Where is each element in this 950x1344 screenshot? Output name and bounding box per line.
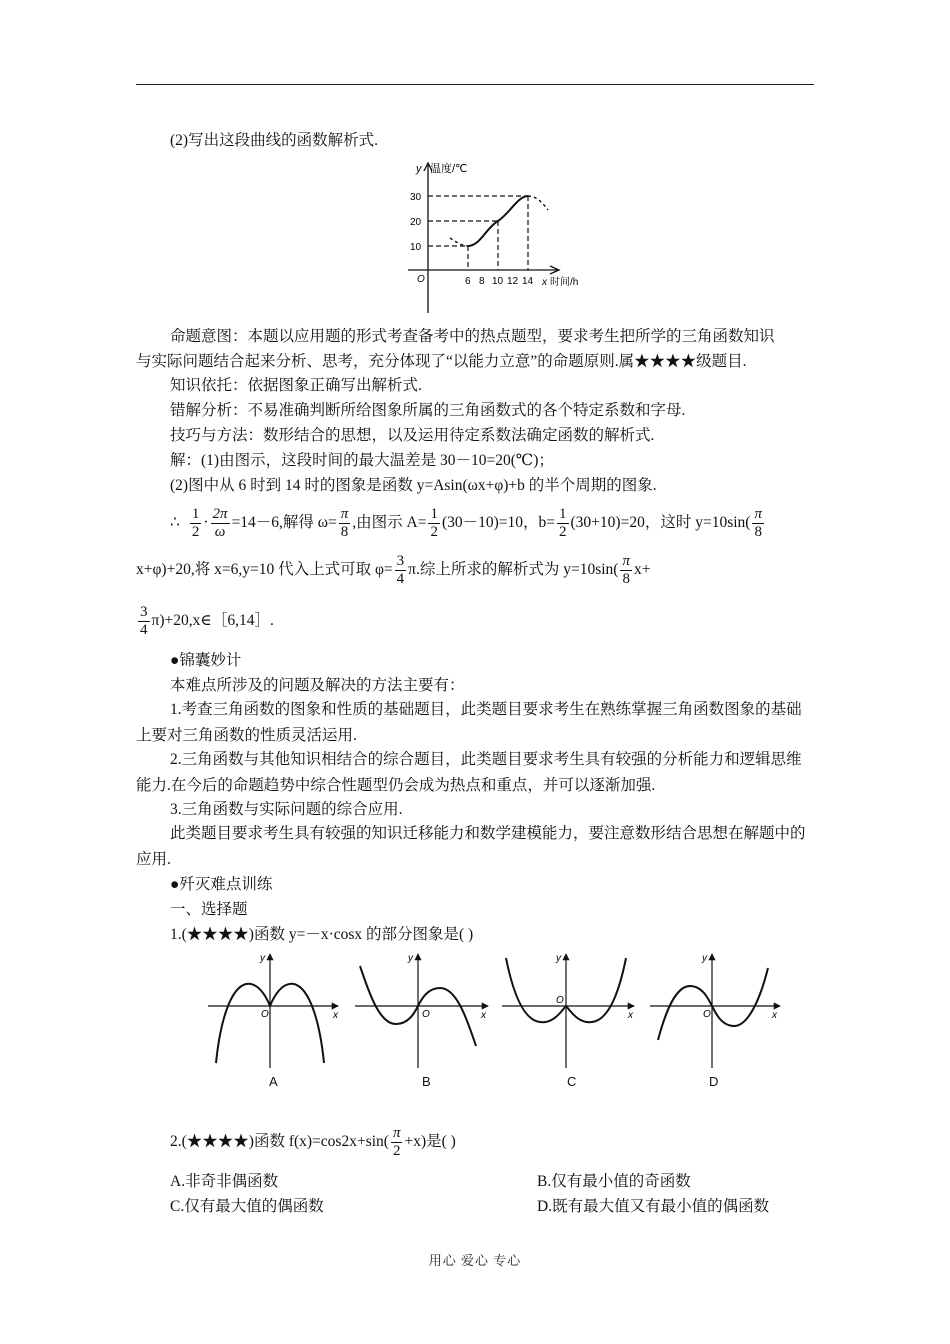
graph-x-tick: 10 bbox=[492, 276, 504, 287]
svg-text:O: O bbox=[422, 1009, 430, 1020]
fraction-3-4: $\frac{3}{4}$ bbox=[396, 552, 405, 587]
option-d-graph bbox=[650, 953, 780, 1068]
fraction-pi-8: $\frac{\pi}{8}$ bbox=[622, 552, 630, 587]
solution-step2: (2)图中从 6 时到 14 时的图象是函数 y=Asin(ωx+φ)+b 的半个周期的图象. bbox=[170, 477, 657, 494]
option-b-label: B bbox=[422, 1074, 431, 1089]
intent-line2: 与实际问题结合起来分析、思考，充分体现了“以能力立意”的命题原则.属★★★★级题目. bbox=[136, 353, 747, 370]
graph-y-tick: 20 bbox=[410, 217, 422, 228]
graph-origin: O bbox=[417, 274, 425, 285]
option-c-graph bbox=[502, 953, 634, 1068]
option-d-label: D bbox=[709, 1074, 719, 1089]
tips-item1: 1.考查三角函数的图象和性质的基础题目，此类题目要求考生在熟练掌握三角函数图象的基础上要对三角函数的性质灵活运用. bbox=[136, 701, 802, 744]
fraction-half: $\frac{1}{2}$ bbox=[430, 505, 438, 540]
svg-text:y: y bbox=[556, 953, 561, 964]
q2-option-a: A.非奇非偶函数 bbox=[170, 1173, 279, 1190]
graph-x-tick: 12 bbox=[507, 276, 519, 287]
knowledge-basis: 知识依托：依据图象正确写出解析式. bbox=[170, 377, 422, 394]
step4-text-b: π.综上所求的解析式为 y=10sin( bbox=[408, 561, 619, 578]
solution-step1: 解：(1)由图示，这段时间的最大温差是 30－10=20(℃)； bbox=[170, 452, 554, 469]
svg-text:x: x bbox=[772, 1010, 777, 1021]
part2-prompt: (2)写出这段曲线的函数解析式. bbox=[170, 132, 378, 149]
svg-text:y: y bbox=[408, 953, 413, 964]
error-analysis: 错解分析：不易准确判断所给图象所属的三角函数式的各个特定系数和字母. bbox=[170, 402, 686, 419]
fraction-pi-8: $\frac{\pi}{8}$ bbox=[340, 505, 349, 540]
dot-operator: · bbox=[203, 514, 209, 531]
svg-text:x: x bbox=[333, 1010, 338, 1021]
section-choice: 一、选择题 bbox=[170, 901, 248, 918]
q2-option-b: B.仅有最小值的奇函数 bbox=[537, 1173, 691, 1190]
graph-x-var: x bbox=[542, 277, 547, 288]
graph-x-tick: 14 bbox=[522, 276, 534, 287]
svg-text:x: x bbox=[481, 1010, 486, 1021]
training-heading: ●歼灭难点训练 bbox=[170, 876, 273, 893]
method: 技巧与方法：数形结合的思想，以及运用待定系数法确定函数的解析式. bbox=[170, 427, 655, 444]
step3-text-b: ,由图示 A= bbox=[352, 514, 427, 531]
option-c-label: C bbox=[567, 1074, 577, 1089]
graph-x-tick: 8 bbox=[479, 276, 485, 287]
step3-text-c: (30－10)=10，b= bbox=[441, 514, 556, 531]
step4-text-c: x+ bbox=[633, 561, 651, 578]
step3-text-d: (30+10)=20，这时 y=10sin( bbox=[570, 514, 751, 531]
fraction-half: $\frac{1}{2}$ bbox=[191, 505, 200, 540]
fraction-2pi-omega: $\frac{2\pi}{\omega}$ bbox=[212, 505, 228, 540]
question2 bbox=[170, 1122, 850, 1162]
solution-step5 bbox=[136, 601, 816, 641]
step3-text-a: =14－6,解得 ω= bbox=[231, 514, 337, 531]
header-rule bbox=[136, 84, 814, 85]
fraction-half: $\frac{1}{2}$ bbox=[559, 505, 567, 540]
tips-intro: 本难点所涉及的问题及解决的方法主要有： bbox=[170, 677, 465, 694]
fraction-pi-2: $\frac{\pi}{2}$ bbox=[392, 1124, 401, 1159]
svg-text:O: O bbox=[556, 995, 564, 1006]
temperature-graph bbox=[400, 158, 600, 314]
graph-x-tick: 6 bbox=[465, 276, 471, 287]
option-graphs bbox=[200, 948, 800, 1073]
option-a-graph bbox=[208, 953, 339, 1068]
step4-text-a: x+φ)+20,将 x=6,y=10 代入上式可取 φ= bbox=[136, 561, 393, 578]
fraction-pi-8: $\frac{\pi}{8}$ bbox=[754, 505, 762, 540]
question1: 1.(★★★★)函数 y=－x·cosx 的部分图象是( ) bbox=[170, 926, 474, 943]
tips-item4: 此类题目要求考生具有较强的知识迁移能力和数学建模能力，要注意数形结合思想在解题中的应用. bbox=[136, 825, 806, 868]
graph-x-label: 时间/h bbox=[550, 277, 579, 288]
svg-text:x: x bbox=[628, 1010, 633, 1021]
graph-y-tick: 30 bbox=[410, 192, 422, 203]
q2-option-c: C.仅有最大值的偶函数 bbox=[170, 1198, 324, 1215]
fraction-3-4: $\frac{3}{4}$ bbox=[140, 603, 148, 638]
tips-heading: ●锦囊妙计 bbox=[170, 652, 242, 669]
option-a-label: A bbox=[269, 1074, 278, 1089]
step5-text: π)+20,x∈［6,14］. bbox=[151, 612, 274, 629]
svg-text:y: y bbox=[702, 953, 707, 964]
page-footer: 用心 爱心 专心 bbox=[428, 1253, 522, 1268]
q2-text-b: +x)是( ) bbox=[404, 1133, 456, 1150]
svg-text:O: O bbox=[703, 1009, 711, 1020]
svg-text:O: O bbox=[261, 1009, 269, 1020]
intent-line1: 命题意图：本题以应用题的形式考查备考中的热点题型，要求考生把所学的三角函数知识 bbox=[170, 328, 775, 345]
solution-step3 bbox=[170, 503, 850, 543]
tips-item2: 2.三角函数与其他知识相结合的综合题目，此类题目要求考生具有较强的分析能力和逻辑思维能力.在今后的命题趋势中综合性题型仍会成为热点和重点，并可以逐渐加强. bbox=[136, 751, 802, 794]
graph-y-tick: 10 bbox=[410, 242, 422, 253]
svg-text:y: y bbox=[260, 953, 265, 964]
graph-y-label: 温度/℃ bbox=[430, 163, 468, 175]
solution-step4 bbox=[136, 550, 816, 590]
tips-item3: 3.三角函数与实际问题的综合应用. bbox=[170, 801, 403, 818]
q2-text-a: 2.(★★★★)函数 f(x)=cos2x+sin( bbox=[170, 1133, 389, 1150]
graph-y-var: y bbox=[416, 163, 422, 175]
option-b-graph bbox=[355, 953, 488, 1068]
therefore-symbol: ∴ bbox=[170, 514, 180, 531]
q2-option-d: D.既有最大值又有最小值的偶函数 bbox=[537, 1198, 770, 1215]
